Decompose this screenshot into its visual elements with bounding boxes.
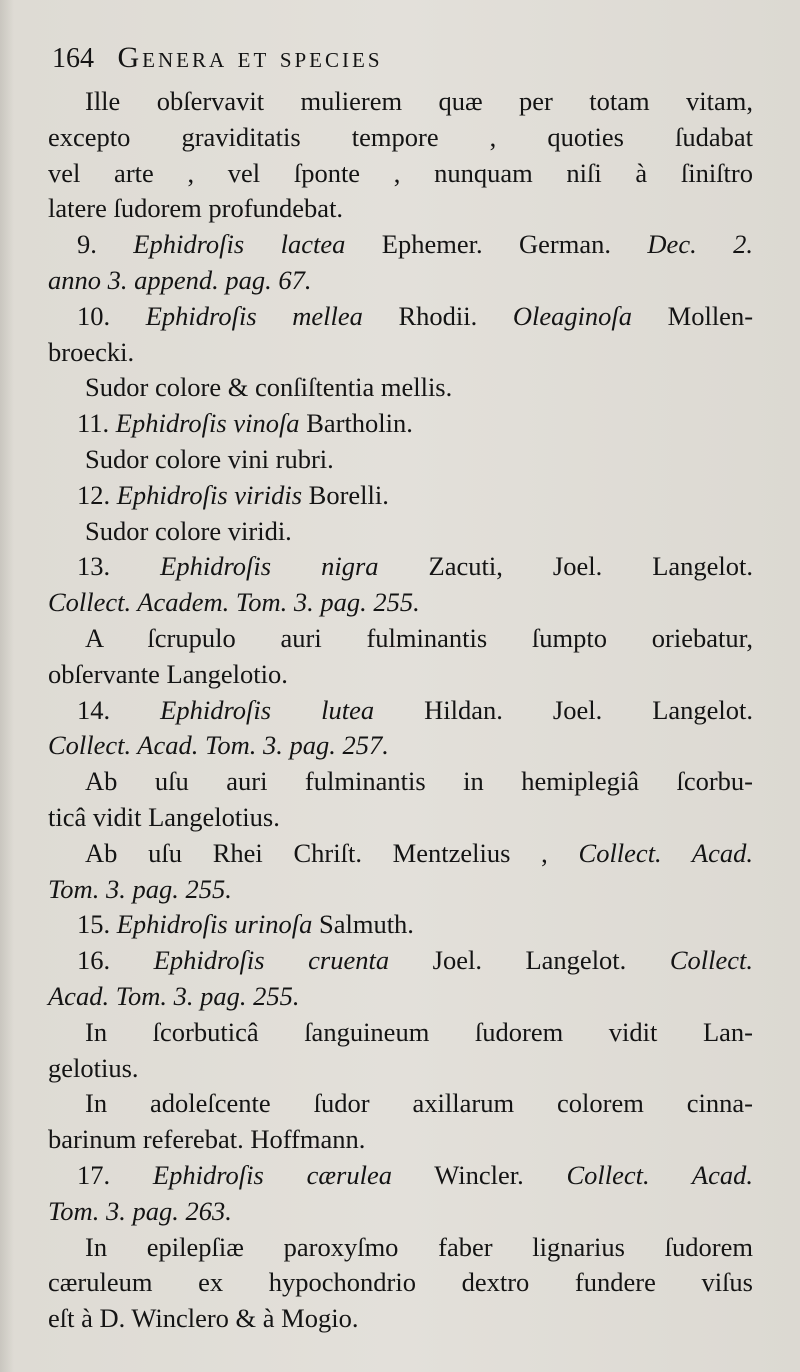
text-line: [48, 1301, 753, 1337]
roman-text: Sudor colore vini rubri.: [85, 443, 334, 474]
roman-text: gelotius.: [48, 1052, 139, 1083]
text-line: [48, 1051, 753, 1087]
roman-text: Salmuth.: [312, 909, 414, 940]
roman-text: Sudor colore viridi.: [85, 515, 292, 546]
text-line: [48, 836, 753, 872]
italic-text: Ephidroſis viridis: [116, 479, 303, 510]
roman-text: In ſcorbuticâ ſanguineum ſudorem vidit Lan-: [85, 1016, 753, 1047]
italic-text: Collect.: [669, 945, 754, 976]
italic-text: Ephidroſis vinoſa: [115, 408, 300, 439]
roman-text: Wincler.: [391, 1159, 567, 1190]
italic-text: Collect. Acad. Tom. 3. pag. 257.: [48, 730, 389, 761]
roman-text: A ſcrupulo auri fulminantis ſumpto oriebatur,: [85, 622, 753, 653]
italic-text: Collect. Acad.: [578, 837, 754, 868]
roman-text: In epilepſiæ paroxyſmo faber lignarius ſudorem: [85, 1231, 753, 1262]
text-line: [48, 979, 753, 1015]
text-line: [48, 1230, 753, 1266]
text-line: [48, 120, 753, 156]
text-line: [48, 585, 753, 621]
text-line: [48, 442, 753, 478]
italic-text: Ephidroſis cruenta: [153, 945, 390, 976]
text-line: [48, 800, 753, 836]
italic-text: anno 3. append. pag. 67.: [48, 264, 312, 295]
italic-text: Oleaginoſa: [512, 300, 633, 331]
text-line: [48, 263, 753, 299]
italic-text: Ephidroſis mellea: [145, 300, 363, 331]
roman-text: Sudor colore & conſiſtentia mellis.: [85, 372, 453, 403]
text-line: [48, 621, 753, 657]
roman-text: 16.: [77, 945, 154, 976]
roman-text: vel arte , vel ſponte , nunquam niſi à ſiniſtro: [48, 157, 753, 188]
text-line: [48, 370, 753, 406]
italic-text: Tom. 3. pag. 263.: [48, 1195, 232, 1226]
italic-text: Ephidroſis lactea: [133, 229, 346, 260]
text-line: [48, 1122, 753, 1158]
italic-text: Ephidroſis lutea: [160, 694, 375, 725]
running-header: [52, 38, 752, 79]
roman-text: 11.: [77, 408, 116, 439]
roman-text: Mollen-: [632, 300, 754, 331]
roman-text: 17.: [77, 1159, 153, 1190]
roman-text: Hildan. Joel. Langelot.: [374, 694, 754, 725]
text-line: [48, 478, 753, 514]
text-line: [48, 764, 753, 800]
roman-text: cæruleum ex hypochondrio dextro fundere viſus: [48, 1267, 753, 1298]
roman-text: broecki.: [48, 336, 135, 367]
roman-text: Ab uſu Rhei Chriſt. Mentzelius ,: [85, 837, 579, 868]
text-line: [48, 406, 753, 442]
text-line: [48, 1086, 753, 1122]
text-line: [48, 156, 753, 192]
roman-text: 10.: [77, 300, 146, 331]
text-line: [48, 84, 753, 120]
text-line: [48, 728, 753, 764]
roman-text: 12.: [77, 479, 117, 510]
text-line: [48, 191, 753, 227]
italic-text: Acad. Tom. 3. pag. 255.: [48, 980, 300, 1011]
italic-text: Ephidroſis nigra: [160, 551, 379, 582]
roman-text: latere ſudorem profundebat.: [48, 193, 344, 224]
roman-text: 15.: [77, 909, 117, 940]
text-line: [48, 549, 753, 585]
roman-text: Ab uſu auri fulminantis in hemiplegiâ ſcorbu-: [85, 766, 753, 797]
text-line: [48, 943, 753, 979]
text-line: [48, 227, 753, 263]
roman-text: 13.: [77, 551, 161, 582]
roman-text: 9.: [77, 229, 134, 260]
page-number: 164: [52, 43, 94, 74]
italic-text: Ephidroſis cærulea: [152, 1159, 392, 1190]
text-line: [48, 1194, 753, 1230]
italic-text: Collect. Acad.: [566, 1159, 753, 1190]
roman-text: ticâ vidit Langelotius.: [48, 801, 280, 832]
italic-text: Collect. Academ. Tom. 3. pag. 255.: [48, 587, 420, 618]
text-line: [48, 1265, 753, 1301]
page-text: [48, 84, 753, 1337]
italic-text: Tom. 3. pag. 255.: [48, 873, 232, 904]
text-line: [48, 299, 753, 335]
text-line: [48, 657, 753, 693]
text-line: [48, 514, 753, 550]
text-line: [48, 907, 753, 943]
roman-text: Ille obſervavit mulierem quæ per totam vitam,: [85, 86, 753, 116]
roman-text: Zacuti, Joel. Langelot.: [378, 551, 754, 582]
roman-text: Ephemer. German.: [345, 229, 648, 260]
roman-text: Joel. Langelot.: [389, 945, 670, 976]
roman-text: eſt à D. Winclero & à Mogio.: [48, 1303, 359, 1334]
text-line: [48, 335, 753, 371]
roman-text: excepto graviditatis tempore , quoties ſudabat: [48, 121, 753, 152]
text-line: [48, 1015, 753, 1051]
text-line: [48, 872, 753, 908]
running-title: Genera et species: [117, 41, 383, 74]
roman-text: Rhodii.: [362, 300, 513, 331]
text-line: [48, 1158, 753, 1194]
roman-text: Bartholin.: [299, 408, 413, 439]
italic-text: Dec. 2.: [647, 229, 753, 260]
italic-text: Ephidroſis urinoſa: [116, 909, 313, 940]
roman-text: obſervante Langelotio.: [48, 658, 288, 689]
text-line: [48, 693, 753, 729]
roman-text: barinum referebat. Hoffmann.: [48, 1124, 366, 1155]
roman-text: Borelli.: [302, 479, 389, 510]
roman-text: 14.: [77, 694, 161, 725]
roman-text: In adoleſcente ſudor axillarum colorem cinna-: [85, 1088, 753, 1119]
